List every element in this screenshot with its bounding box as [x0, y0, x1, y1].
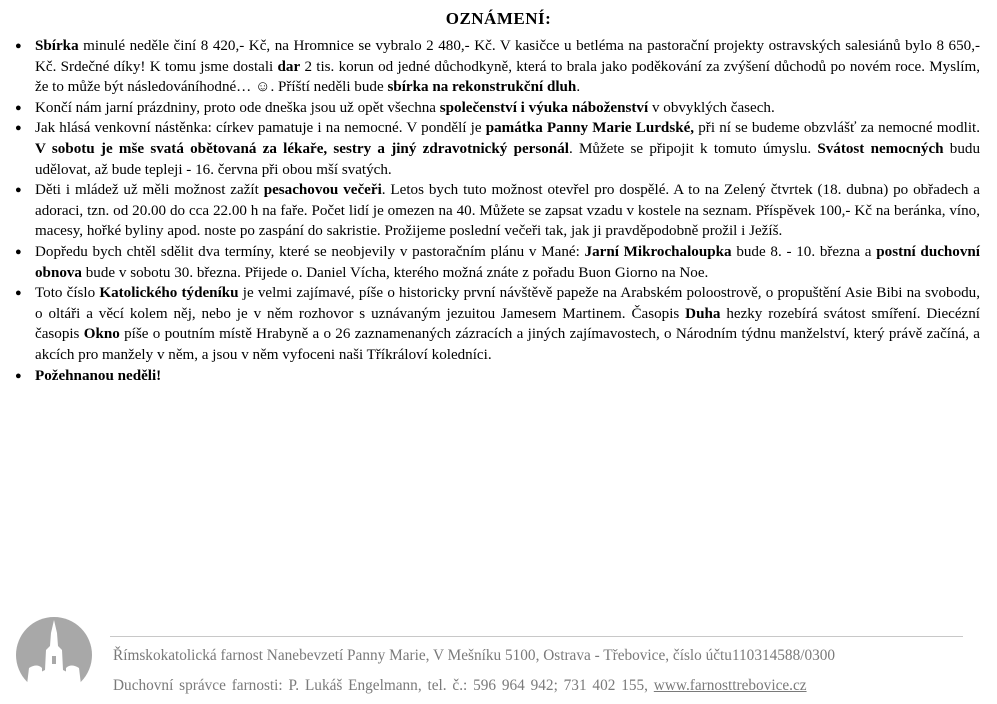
- text-segment: 2 tis. korun od jedné důchodkyně, která to brala jako poděkování za zvýšení důchodů po novém roce. Myslím, že to může být následováníhodné… ☺. Příští neděli bude: [35, 58, 980, 96]
- bold-text: Okno: [83, 326, 120, 343]
- text-segment: bude v sobotu 30. března. Přijede o. Daniel Vícha, kterého možná znáte z pořadu Buon Giorno na Noe.: [81, 264, 709, 281]
- text-segment: . Můžete se připojit k tomuto úmyslu.: [568, 140, 818, 157]
- announcement-item: [14, 242, 980, 283]
- footer-contact-text: Duchovní správce farnosti: P. Lukáš Engelmann, tel. č.: 596 964 942; 731 402 155,: [113, 677, 654, 694]
- text-segment: budu udělovat, až bude tepleji - 16. června při obou mší svatých.: [35, 140, 980, 178]
- page-title: OZNÁMENÍ:: [445, 9, 552, 28]
- announcement-item: [14, 36, 980, 98]
- announcement-item: [14, 283, 980, 365]
- bold-text: Svátost nemocných: [817, 140, 944, 157]
- text-segment: Končí nám jarní prázdniny, proto ode dneška jsou už opět všechna: [35, 99, 440, 116]
- text-segment: . Letos bych tuto možnost otevřel pro dospělé. A to na Zelený čtvrtek (18. dubna) po obřadech a adoraci, tzn. od 20.00 do cca 22.00 h na faře. Počet lidí je omezen na 40. Můžete se zapsat vzadu v kostele na seznam. Příspěvek 100,- Kč na beránka, víno, macesy, hořké byliny apod. noste po zaspání do sakristie. Prožijeme poslední večeři tak, jak ji pravděpodobně prožil i Ježíš.: [35, 182, 980, 240]
- bold-text: Požehnanou neděli!: [35, 367, 162, 384]
- text-segment: píše o poutním místě Hrabyně a o 26 zaznamenaných zázracích a jiných zajímavostech, o Národním týdnu manželství, který právě začíná, a akcích pro manžely v něm, a jsou v něm vyfoceni naši Tříkráloví koledníci.: [35, 326, 980, 363]
- text-segment: v obvyklých časech.: [648, 99, 775, 116]
- bold-text: dar: [277, 58, 301, 75]
- website-link[interactable]: www.farnosttrebovice.cz: [653, 677, 807, 694]
- announcement-item: [14, 180, 980, 242]
- announcement-item: [14, 118, 980, 180]
- bold-text: společenství i výuka náboženství: [439, 99, 649, 116]
- announcement-item: [14, 366, 980, 387]
- text-segment: při ní se budeme obzvlášť za nemocné modlit.: [694, 120, 980, 137]
- text-segment: hezky rozebírá svátost smíření. Diecézní časopis: [35, 305, 980, 343]
- church-logo-icon: [15, 616, 93, 694]
- bold-text: Katolického týdeníku: [99, 285, 239, 302]
- text-segment: minulé neděle činí 8 420,- Kč, na Hromnice se vybralo 2 480,- Kč. V kasičce u betléma na pastorační projekty ostravských salesiánů bylo 8 650,- Kč. Srdečné díky! K tomu jsme dostali: [35, 38, 980, 75]
- bold-text: Jarní Mikrochaloupka: [584, 243, 732, 260]
- bold-text: sbírka na rekonstrukční dluh: [387, 79, 577, 96]
- text-segment: je velmi zajímavé, píše o historicky první návštěvě papeže na Arabském poloostrově, o propuštění Asie Bibi na svobodu, o oltáři a věcí kolem něj, nebo je v něm rozhovor s uznávaným jezuitou Jamesem Martinem. Časopis: [35, 285, 980, 322]
- text-segment: Dopředu bych chtěl sdělit dva termíny, které se neobjevily v pastoračním plánu v Mané:: [35, 243, 585, 260]
- bold-text: postní duchovní obnova: [35, 243, 980, 281]
- footer-contact: [113, 677, 807, 695]
- bold-text: Duha: [685, 305, 721, 322]
- text-segment: .: [576, 79, 581, 96]
- bold-text: V sobotu je mše svatá obětovaná za lékaře, sestry a jiný zdravotnický personál: [35, 140, 569, 157]
- text-segment: Toto číslo: [35, 285, 100, 302]
- bold-text: pesachovou večeři: [263, 182, 382, 199]
- text-segment: Děti i mládež už měli možnost zažít: [35, 182, 264, 199]
- bold-text: Sbírka: [35, 38, 79, 54]
- text-segment: bude 8. - 10. března a: [731, 243, 877, 260]
- announcement-item: [14, 98, 980, 119]
- text-segment: Jak hlásá venkovní nástěnka: církev pamatuje i na nemocné. V pondělí je: [35, 120, 486, 137]
- announcement-list: [14, 36, 980, 386]
- bold-text: památka Panny Marie Lurdské,: [485, 120, 695, 137]
- footer-parish-info: Římskokatolická farnost Nanebevzetí Panny Marie, V Mešníku 5100, Ostrava - Třebovice, číslo účtu110314588/0300: [113, 647, 836, 664]
- footer-divider: [110, 636, 963, 637]
